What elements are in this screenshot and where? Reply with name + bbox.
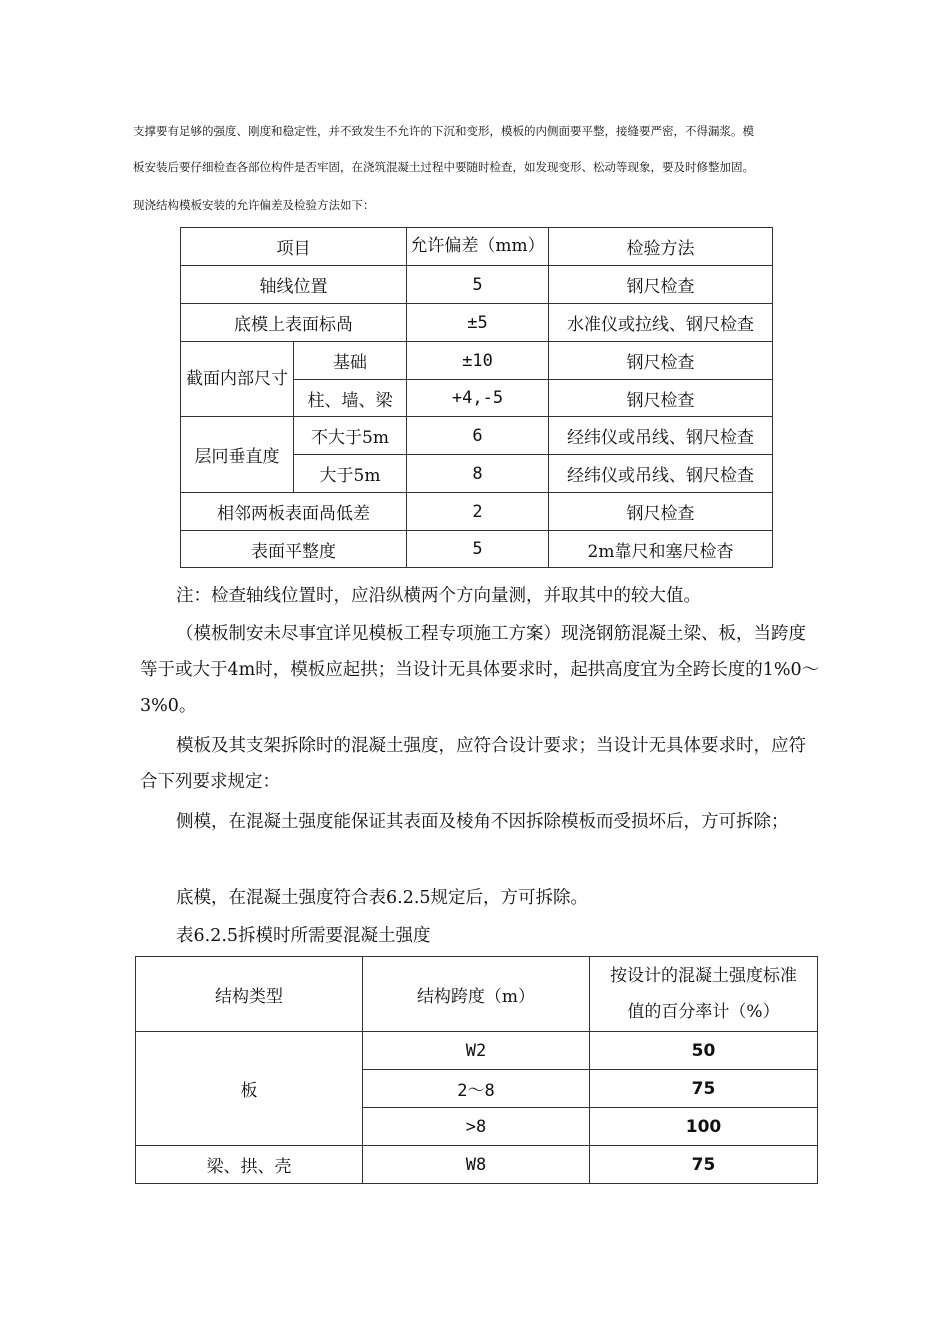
removal-paragraph: 模板及其支架拆除时的混凝土强度，应符合设计要求；当设计无具体要求时，应符合下列要求规定： <box>140 736 806 792</box>
cell-type: 梁、拱、壳 <box>136 1146 363 1184</box>
cell-tolerance: 5 <box>407 531 549 568</box>
cell-span: >8 <box>363 1108 590 1146</box>
header-tolerance: 允许偏差（mm） <box>407 228 549 266</box>
bottom-form-paragraph: 底模，在混凝土强度符合表6.2.5规定后，方可拆除。 <box>176 888 589 908</box>
camber-paragraph: （模板制安未尽事宜详见模板工程专项施工方案）现浇钢筋混凝土梁、板，当跨度等于或大于4m时，模板应起拱；当设计无具体要求时，起拱高度宜为全跨长度的1%0〜3%0。 <box>140 624 820 716</box>
tolerance-table <box>180 227 773 568</box>
table-caption: 表6.2.5拆模时所需要混凝土强度 <box>176 926 431 946</box>
intro-line-3: 现浇结构模板安装的允许偏差及检验方法如下： <box>133 198 375 212</box>
cell-method: 钢尺检查 <box>549 342 773 380</box>
table-row <box>181 342 773 380</box>
cell-tolerance: ±5 <box>407 304 549 342</box>
cell-type: 板 <box>136 1032 363 1146</box>
cell-method: 钢尺检查 <box>549 380 773 417</box>
table-row <box>181 531 773 568</box>
cell-method: 钢尺检查 <box>549 493 773 531</box>
cell-percent: 75 <box>590 1070 818 1108</box>
cell-tolerance: +4,-5 <box>407 380 549 417</box>
cell-item: 底模上表面标咼 <box>181 304 407 342</box>
header-type: 结构类型 <box>136 957 363 1032</box>
cell-method: 经纬仪或吊线、钢尺检查 <box>549 417 773 455</box>
cell-group: 层冋垂直度 <box>181 417 294 493</box>
table-row <box>136 1032 818 1070</box>
cell-method: 水准仪或拉线、钢尺检查 <box>549 304 773 342</box>
intro-line-2: 板安装后要仔细检查各部位构件是否牢固，在浇筑混凝土过程中要随时检查，如发现变形、松动等现象，要及时修整加固。 <box>133 160 754 174</box>
strength-table <box>135 956 818 1184</box>
header-percent: 按设计的混凝土强度标准值的百分率计（%） <box>590 957 818 1032</box>
cell-method: 2m靠尺和塞尺检杳 <box>549 531 773 568</box>
cell-tolerance: ±10 <box>407 342 549 380</box>
cell-tolerance: 5 <box>407 266 549 304</box>
table-row <box>181 417 773 455</box>
note-paragraph: 注：检查轴线位置时，应沿纵横两个方向量测，并取其中的较大值。 <box>176 586 701 606</box>
cell-sub: 大于5m <box>294 455 407 493</box>
cell-sub: 柱、墙、梁 <box>294 380 407 417</box>
cell-method: 钢尺检查 <box>549 266 773 304</box>
table-row <box>181 493 773 531</box>
cell-percent: 75 <box>590 1146 818 1184</box>
cell-tolerance: 6 <box>407 417 549 455</box>
cell-method: 经纬仪或吊线、钢尺检查 <box>549 455 773 493</box>
header-item: 项目 <box>181 228 407 266</box>
cell-percent: 100 <box>590 1108 818 1146</box>
cell-span: 2〜8 <box>363 1070 590 1108</box>
cell-percent: 50 <box>590 1032 818 1070</box>
table-header-row <box>181 228 773 266</box>
cell-sub: 基础 <box>294 342 407 380</box>
cell-tolerance: 2 <box>407 493 549 531</box>
cell-item: 相邻两板表面咼低差 <box>181 493 407 531</box>
table-row <box>136 1146 818 1184</box>
cell-span: W8 <box>363 1146 590 1184</box>
header-span: 结构跨度（m） <box>363 957 590 1032</box>
intro-line-1: 支撑要有足够的强度、刚度和稳定性，并不致发生不允许的下沉和变形，模板的内侧面要平整，接缝要严密，不得漏浆。模 <box>133 124 754 138</box>
table-row <box>181 266 773 304</box>
table-header-row <box>136 957 818 1032</box>
table-row <box>181 304 773 342</box>
cell-group: 截面内部尺寸 <box>181 342 294 417</box>
header-method: 检验方法 <box>549 228 773 266</box>
cell-tolerance: 8 <box>407 455 549 493</box>
side-form-paragraph: 侧模，在混凝土强度能保证其表面及棱角不因拆除模板而受损坏后，方可拆除； <box>176 812 789 832</box>
cell-item: 表面平整度 <box>181 531 407 568</box>
cell-sub: 不大于5m <box>294 417 407 455</box>
cell-item: 轴线位置 <box>181 266 407 304</box>
cell-span: W2 <box>363 1032 590 1070</box>
